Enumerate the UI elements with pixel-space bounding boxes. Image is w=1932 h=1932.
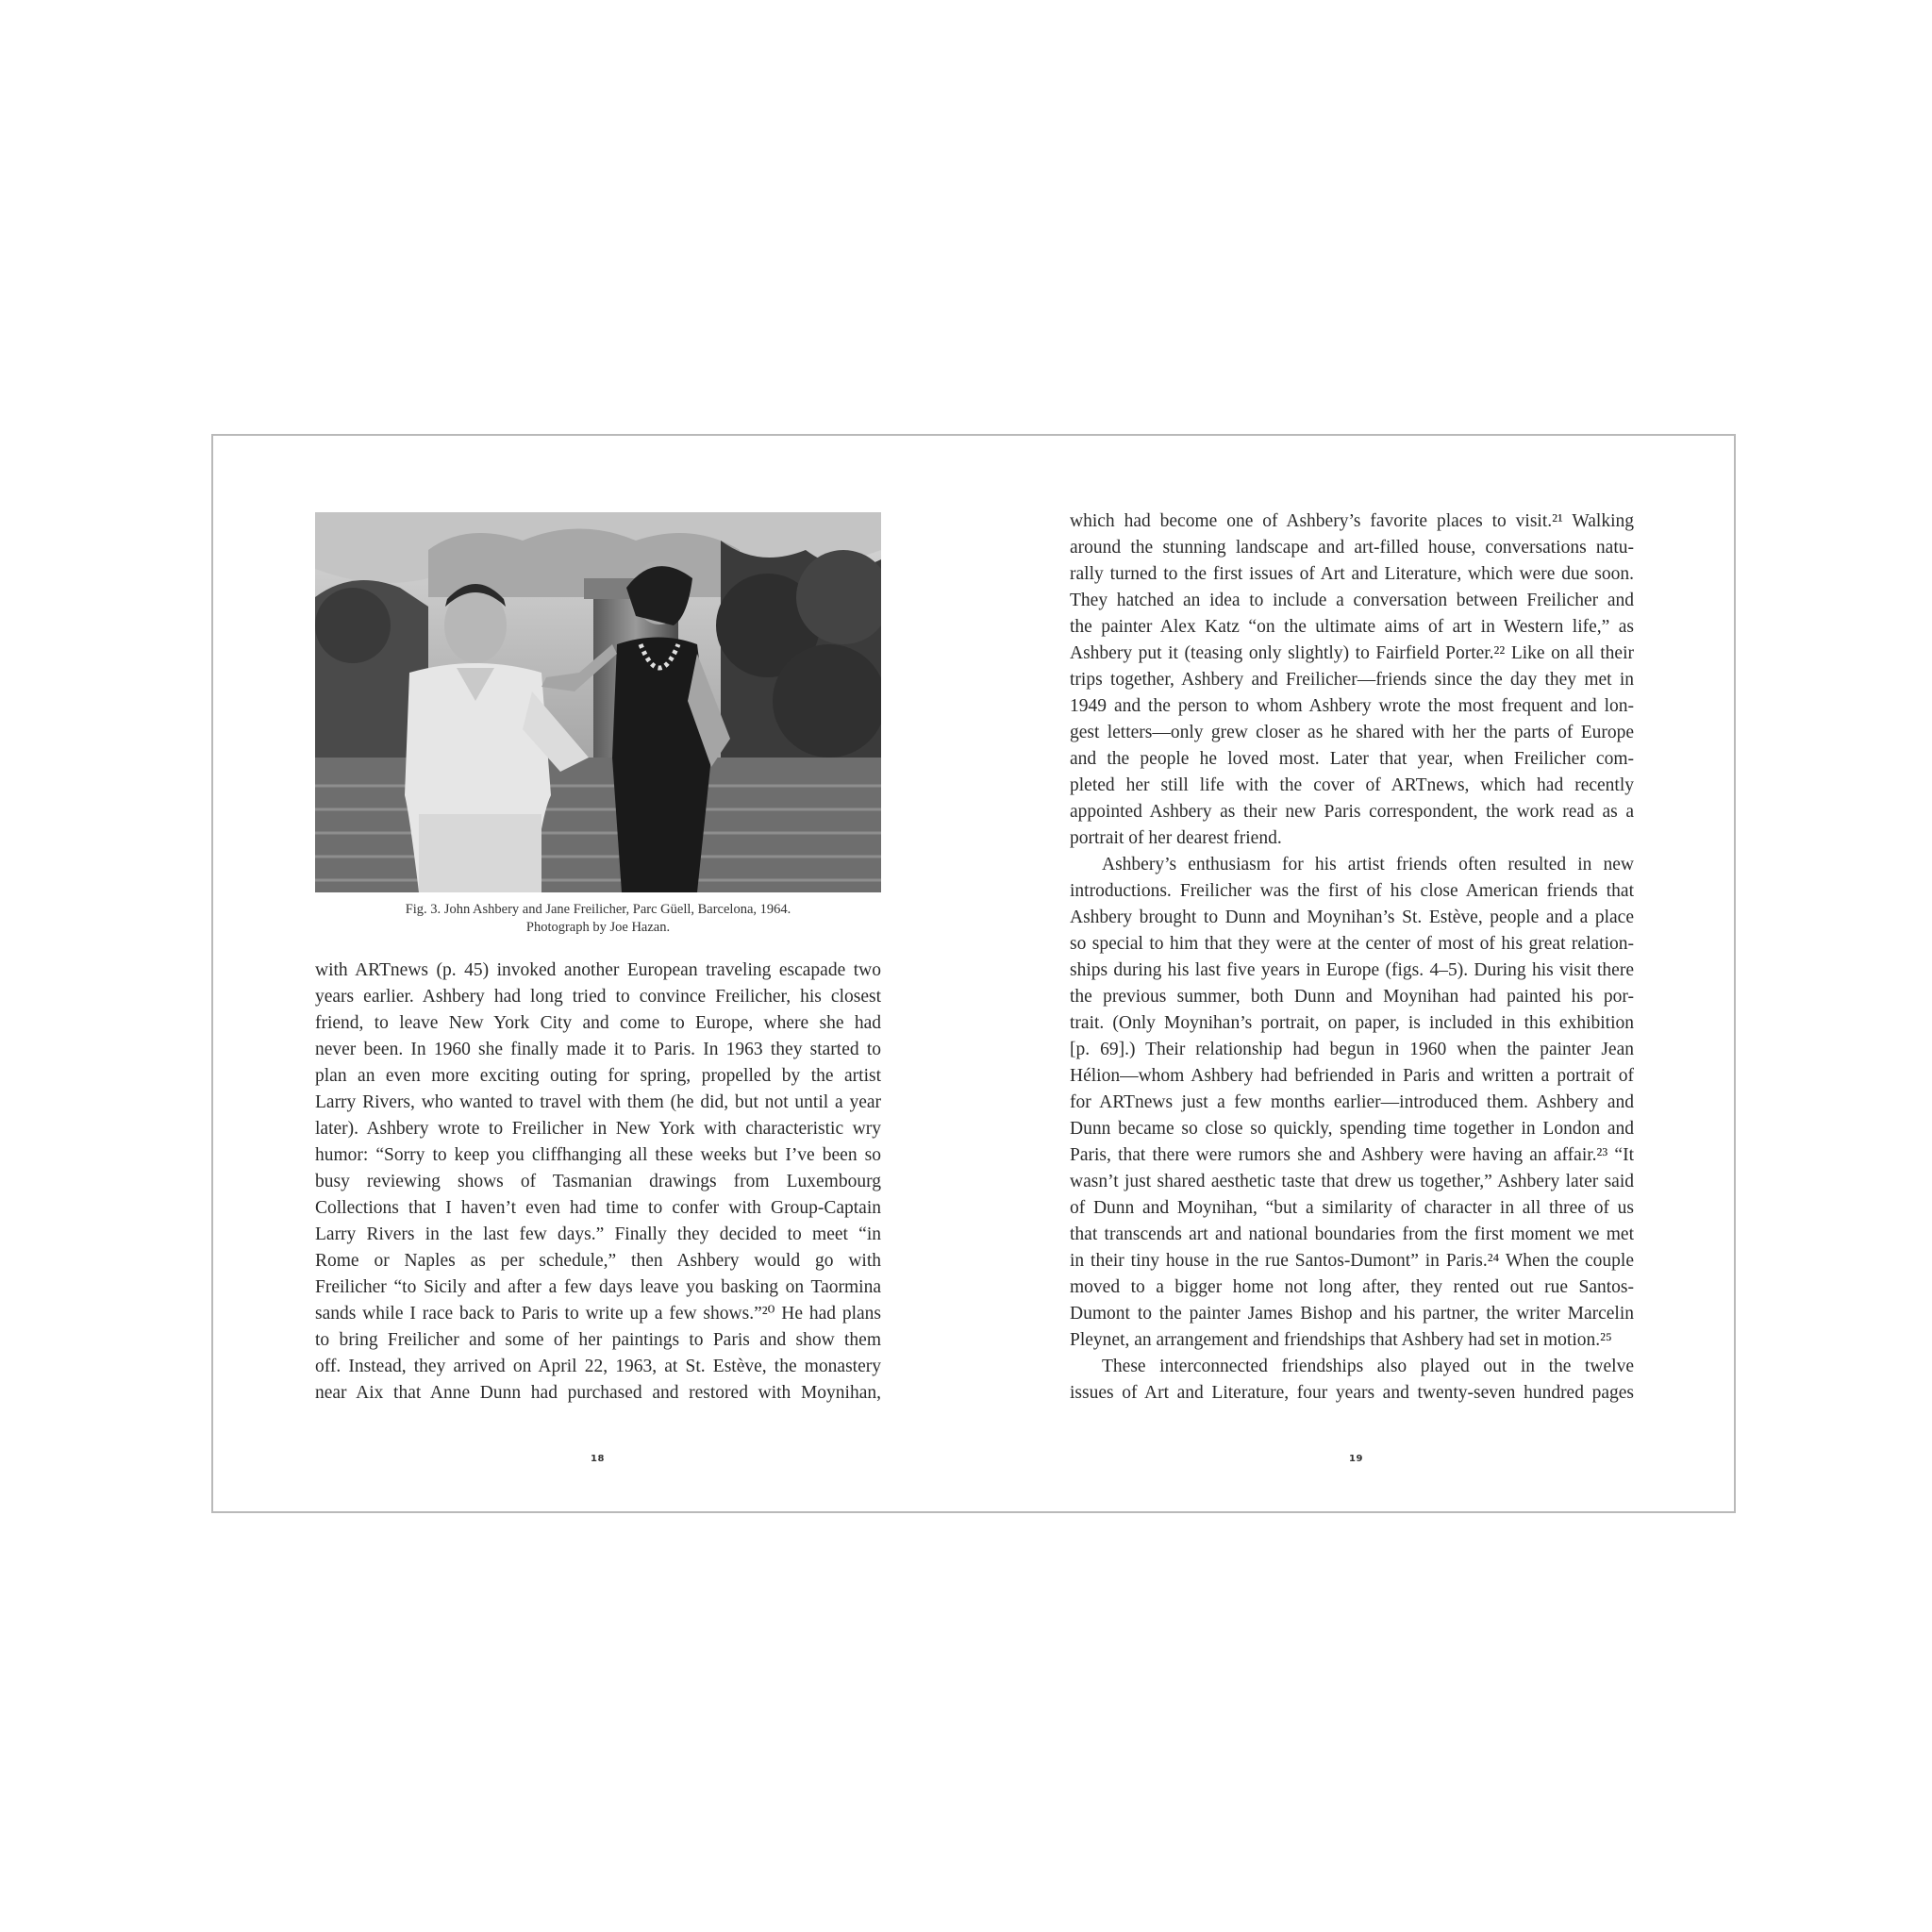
text-line: portrait of her dearest friend.	[1070, 828, 1282, 848]
text-line: near Aix that Anne Dunn had purchased and restored with Moynihan,	[315, 1383, 881, 1403]
text-line: busy reviewing shows of Tasmanian drawings from Luxembourg	[315, 1172, 881, 1191]
text-line: ships during his last five years in Europe (figs. 4–5). During his visit there	[1070, 960, 1634, 980]
text-line: These interconnected friendships also played out in the twelve	[1102, 1357, 1634, 1376]
text-line: introductions. Freilicher was the first of his close American friends that	[1070, 881, 1634, 901]
text-line: They hatched an idea to include a conversation between Freilicher and	[1070, 591, 1634, 610]
text-line: trait. (Only Moynihan’s portrait, on paper, is included in this exhibition	[1070, 1013, 1634, 1033]
text-line: pleted her still life with the cover of ARTnews, which had recently	[1070, 775, 1634, 795]
text-line: for ARTnews just a few months earlier—introduced them. Ashbery and	[1070, 1092, 1634, 1112]
text-line: Collections that I haven’t even had time to confer with Group-Captain	[315, 1198, 881, 1218]
text-line: and the people he loved most. Later that year, when Freilicher com-	[1070, 749, 1634, 769]
text-line: Paris, that there were rumors she and Ashbery were having an affair.²³ “It	[1070, 1145, 1634, 1165]
text-line: Ashbery brought to Dunn and Moynihan’s St. Estève, people and a place	[1070, 908, 1634, 927]
caption-line: Fig. 3. John Ashbery and Jane Freilicher, Parc Güell, Barcelona, 1964.	[405, 902, 791, 917]
caption-line: Photograph by Joe Hazan.	[525, 920, 671, 935]
text-line: Freilicher “to Sicily and after a few days leave you basking on Taormina	[315, 1277, 881, 1297]
text-line: that transcends art and national boundaries from the first moment we met	[1070, 1224, 1634, 1244]
text-line: friend, to leave New York City and come to Europe, where she had	[315, 1013, 881, 1033]
figure-caption	[315, 901, 881, 937]
text-line: the painter Alex Katz “on the ultimate aims of art in Western life,” as	[1070, 617, 1634, 637]
text-line: trips together, Ashbery and Freilicher—friends since the day they met in	[1070, 670, 1634, 690]
text-line: of Dunn and Moynihan, “but a similarity of character in all three of us	[1070, 1198, 1634, 1218]
text-line: Ashbery put it (teasing only slightly) to Fairfield Porter.²² Like on all their	[1070, 643, 1634, 663]
text-line: with ARTnews (p. 45) invoked another European traveling escapade two	[315, 960, 881, 980]
right-page-text	[1070, 508, 1634, 1407]
text-line: later). Ashbery wrote to Freilicher in New York with characteristic wry	[315, 1119, 881, 1139]
text-line: Larry Rivers, who wanted to travel with them (he did, but not until a year	[315, 1092, 881, 1112]
text-line: off. Instead, they arrived on April 22, 1963, at St. Estève, the monastery	[315, 1357, 881, 1376]
text-line: Larry Rivers in the last few days.” Finally they decided to meet “in	[315, 1224, 881, 1244]
book-spread	[211, 434, 1736, 1513]
text-line: [p. 69].) Their relationship had begun in 1960 when the painter Jean	[1070, 1040, 1634, 1059]
text-line: gest letters—only grew closer as he shared with her the parts of Europe	[1070, 723, 1634, 742]
text-line: Hélion—whom Ashbery had befriended in Paris and written a portrait of	[1070, 1066, 1634, 1086]
text-line: moved to a bigger home not long after, they rented out rue Santos-	[1070, 1277, 1634, 1297]
text-line: which had become one of Ashbery’s favorite places to visit.²¹ Walking	[1070, 511, 1634, 531]
text-line: years earlier. Ashbery had long tried to convince Freilicher, his closest	[315, 987, 881, 1007]
page-number-left: 18	[591, 1454, 605, 1464]
photograph-ashbery-freilicher	[315, 512, 881, 892]
text-line: appointed Ashbery as their new Paris correspondent, the work read as a	[1070, 802, 1634, 822]
text-line: in their tiny house in the rue Santos-Dumont” in Paris.²⁴ When the couple	[1070, 1251, 1634, 1271]
text-line: never been. In 1960 she finally made it to Paris. In 1963 they started to	[315, 1040, 881, 1059]
left-page-text	[315, 958, 881, 1407]
text-line: Ashbery’s enthusiasm for his artist friends often resulted in new	[1102, 855, 1634, 874]
text-line: Dumont to the painter James Bishop and his partner, the writer Marcelin	[1070, 1304, 1634, 1324]
text-line: the previous summer, both Dunn and Moynihan had painted his por-	[1070, 987, 1634, 1007]
text-line: so special to him that they were at the center of most of his great relation-	[1070, 934, 1634, 954]
text-line: around the stunning landscape and art-filled house, conversations natu-	[1070, 538, 1634, 558]
text-line: plan an even more exciting outing for spring, propelled by the artist	[315, 1066, 881, 1086]
text-line: Rome or Naples as per schedule,” then Ashbery would go with	[315, 1251, 881, 1271]
text-line: humor: “Sorry to keep you cliffhanging all these weeks but I’ve been so	[315, 1145, 881, 1165]
text-line: sands while I race back to Paris to write up a few shows.”²⁰ He had plans	[315, 1304, 881, 1324]
text-line: issues of Art and Literature, four years and twenty-seven hundred pages	[1070, 1383, 1634, 1403]
text-line: to bring Freilicher and some of her paintings to Paris and show them	[315, 1330, 881, 1350]
text-line: rally turned to the first issues of Art and Literature, which were due soon.	[1070, 564, 1634, 584]
page-number-right: 19	[1349, 1454, 1363, 1464]
text-line: Pleynet, an arrangement and friendships that Ashbery had set in motion.²⁵	[1070, 1330, 1612, 1350]
text-line: wasn’t just shared aesthetic taste that drew us together,” Ashbery later said	[1070, 1172, 1634, 1191]
text-line: Dunn became so close so quickly, spending time together in London and	[1070, 1119, 1634, 1139]
text-line: 1949 and the person to whom Ashbery wrote the most frequent and lon-	[1070, 696, 1634, 716]
